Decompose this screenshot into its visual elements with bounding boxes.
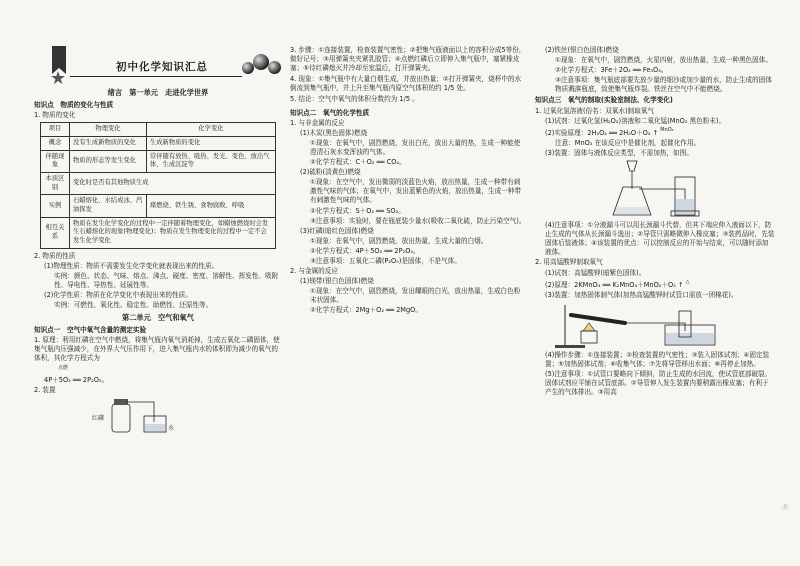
- table-cell: 概念: [41, 136, 70, 150]
- text-span: 5. 结论：空气中氧气的体积分数约为: [290, 95, 398, 104]
- equation-condition: △: [685, 278, 690, 285]
- table-row: [41, 217, 276, 248]
- table-row: [41, 150, 276, 172]
- table-cell: 常伴随有放热、吸热、发光、变色、放出气体、生成沉淀等: [146, 150, 275, 172]
- equation-condition: MnO₂: [660, 126, 674, 133]
- paragraph: (1)物理性质：物质不需要发生化学变化就表现出来的性质。: [44, 261, 219, 270]
- section-heading: 1. 过氧化氢溶液(俗名：双氧水)制取氧气: [535, 106, 655, 115]
- paragraph: 注意：MnO₂ 在该反应中是催化剂，起催化作用。: [555, 138, 701, 147]
- paragraph: 实例：可燃性、氧化性、稳定性、助燃性、还原性等。: [54, 301, 213, 310]
- equation-text: 4P＋5O₂ ══ 2P₂O₅。: [44, 375, 109, 384]
- table-cell: 实例: [41, 195, 70, 217]
- table-header-cell: 项目: [41, 123, 70, 137]
- permanganate-apparatus-diagram: [535, 301, 775, 349]
- table-cell: 物质的形态等发生变化: [70, 150, 147, 172]
- text-span: 4. 现象：①集气瓶中有大量白烟生成，并放出热量；②打开弹簧夹，烧杯中的水倒流到集气瓶中，并上升至集气瓶内原空气体积的约: [290, 75, 522, 93]
- table-cell: 相互关系: [41, 217, 70, 248]
- section-heading: 1. 物质的变化: [34, 111, 76, 120]
- equation-text: (2)实验原理：2H₂O₂ ══ 2H₂O＋O₂ ↑: [545, 128, 659, 137]
- column-3: [535, 46, 775, 558]
- table-header-cell: 化学变化: [146, 123, 275, 137]
- table-header-cell: 物理变化: [70, 123, 147, 137]
- table-cell: 煤燃烧、铁生锈、食物腐败、呼吸: [146, 195, 275, 217]
- change-comparison-table: [40, 122, 276, 249]
- table-row: [41, 136, 276, 150]
- table-cell: 本质区别: [41, 172, 70, 194]
- paragraph: ①现象：在空气中，发出微弱的淡蓝色火焰，放出热量，生成一种带有刺激性气味的气体；在氧气中，发出蓝紫色的火焰，放出热量，生成一种带有刺激性气味的气体。: [310, 178, 521, 205]
- equation: [535, 127, 775, 138]
- equation: ②化学方程式：3Fe＋2O₂ ══ Fe₃O₄。: [555, 66, 668, 75]
- scan-watermark: 杰: [781, 503, 788, 511]
- page-title: 初中化学知识汇总: [116, 61, 208, 73]
- table-cell: 伴随现象: [41, 150, 70, 172]
- unit-heading: 第二单元 空气和氧气: [122, 313, 194, 323]
- table-cell: 物质在发生化学变化的过程中一定伴随着物理变化，如蜡烛燃烧时会发生石蜡熔化的现象(物理变化)；物质在发生物理变化的过程中一定不会发生化学变化: [70, 217, 276, 248]
- paragraph: (1)镁带(银白色固体)燃烧: [300, 277, 374, 286]
- paragraph: (1)试剂：过氧化氢(H₂O₂)溶液和二氧化锰(MnO₂ 黑色粉末)。: [545, 116, 726, 125]
- paragraph: 实例：颜色、状态、气味、熔点、沸点、硬度、密度、溶解性、挥发性、吸附性、导电性、导热性、延展性等。: [54, 271, 279, 289]
- paragraph: (1)木炭(黑色固体)燃烧: [300, 128, 368, 137]
- text-span: 处。: [456, 84, 470, 93]
- paragraph: ①现象：在氧气中，剧烈燃烧，发出白光，放出大量的热，生成一种能使澄清石灰水变浑浊的气体。: [310, 138, 521, 156]
- peroxide-apparatus-diagram: [535, 159, 775, 219]
- paragraph: [290, 75, 526, 93]
- table-row: [41, 172, 276, 194]
- knowledge-point-heading: 知识点二 氧气的化学性质: [290, 108, 370, 117]
- equation: ②化学方程式：S＋O₂ ══ SO₂。: [310, 206, 405, 215]
- table-cell: 没有生成新物质的变化: [70, 136, 147, 150]
- paragraph: (2)化学性质：物质在化学变化中表现出来的性质。: [44, 291, 192, 300]
- fraction: 1/5: [443, 84, 455, 93]
- column-1: [34, 58, 282, 558]
- table-cell: 石蜡熔化、水结成冰、汽油挥发: [70, 195, 147, 217]
- equation: ②化学方程式：4P＋5O₂ ══ 2P₂O₅。: [310, 246, 420, 255]
- paragraph: (2)铁丝(银白色固体)燃烧: [545, 46, 619, 54]
- table-cell: 生成新物质的变化: [146, 136, 275, 150]
- paragraph: ①现象：在氧气中，剧烈燃烧，放出热量，生成大量的白烟。: [310, 236, 488, 245]
- table-header-row: [41, 123, 276, 137]
- fraction: 1/5: [399, 95, 411, 104]
- paragraph: ③注意事项：五氧化二磷(P₂O₅)是固体，不是气体。: [310, 256, 461, 265]
- paragraph: (2)硫粉(淡黄色)燃烧: [300, 168, 361, 177]
- paragraph: ③注意事项：集气瓶底部要先放少量的细沙或加少量的水，防止生成的固体物质溅落瓶底，致使集气瓶炸裂。铁丝在空气中不能燃烧。: [555, 76, 772, 94]
- equation-text: (2)原理：2KMnO₄ ══ K₂MnO₄＋MnO₂＋O₂ ↑: [545, 280, 684, 289]
- paragraph: ③注意事项：实验时，要在瓶底装少量水(吸收二氧化硫，防止污染空气)。: [310, 216, 526, 225]
- oxygen-measurement-apparatus-diagram: [34, 396, 184, 436]
- equation: [535, 279, 775, 290]
- equation-condition: 点燃: [58, 364, 69, 371]
- text-span: 。: [412, 95, 419, 104]
- knowledge-point-heading: 知识点一 空气中氧气含量的测定实验: [34, 326, 147, 335]
- apparatus-label: 水: [168, 424, 175, 432]
- equation: ②化学方程式：2Mg＋O₂ ══ 2MgO。: [310, 306, 422, 315]
- column-2: [290, 46, 526, 558]
- table-cell: 变化时是否有其他物质生成: [70, 172, 276, 194]
- paragraph: (4)操作步骤：①连接装置；②检查装置的气密性；③装入固体试剂；④固定装置；⑤加热固体试剂；⑥收集气体；⑦先将导管移出水面；⑧再停止加热。: [545, 350, 770, 368]
- table-row: [41, 195, 276, 217]
- section-heading: 2. 用高锰酸钾制取氧气: [535, 258, 603, 267]
- paragraph: (3)装置：固体与液体反应类型，不需加热，如图。: [545, 148, 693, 157]
- star-icon: ★: [50, 68, 67, 89]
- paragraph: (1)试剂：高锰酸钾(暗紫色固体)。: [545, 268, 646, 277]
- paragraph: 3. 步骤：①连接装置，检查装置气密性；②把集气瓶液面以上的容积分成5等份，做好记号；③用弹簧夹夹紧乳胶管；④点燃红磷后立即伸入集气瓶中，塞紧橡皮塞；⑤待红磷熄灭并冷却至室温后，打开弹簧夹。: [290, 46, 526, 73]
- section-heading: 1. 与非金属的反应: [290, 118, 345, 127]
- knowledge-point-heading: 知识点 物质的变化与性质: [34, 100, 114, 109]
- paragraph: ①现象：在氧气中，剧烈燃烧，火星四射，放出热量，生成一种黑色固体。: [555, 56, 772, 65]
- section-heading: 2. 与金属的反应: [290, 267, 338, 276]
- paragraph: (5)注意事项：①试管口要略向下倾斜，防止生成的水回流，使试管底部破裂。固体试剂应平铺在试管底部。②导管伸入发生装置内要稍露出橡皮塞；有利于产生的气体排出。③用高: [545, 369, 772, 397]
- equation: ②化学方程式：C＋O₂ ══ CO₂。: [310, 158, 406, 167]
- paragraph: (3)装置：加热固体制气体(加热高锰酸钾时试管口需放一团棉花)。: [545, 290, 738, 299]
- apparatus-label: 红磷: [92, 414, 105, 422]
- knowledge-point-heading: 知识点三 氧气的制取(实验室制法、化学变化): [535, 96, 673, 105]
- paragraph: 1. 原理：利用红磷在空气中燃烧，将集气瓶内氧气消耗掉，生成五氧化二磷固体，使集气瓶内压强减少，在外界大气压作用下，进入集气瓶内水的体积即为减少的氧气的体积，其化学方程式为: [34, 336, 280, 363]
- paragraph: ①现象：在空气中，剧烈燃烧，发出耀眼的白光，放出热量，生成白色粉末状固体。: [310, 287, 521, 305]
- equation: [34, 365, 282, 385]
- paragraph: (4)注意事项：①分液漏斗可以用长颈漏斗代替，但其下端应伸入液面以下，防止生成的气体从长颈漏斗逸出；②导管只需略微伸入橡皮塞；③装药品时，先装固体后装液体；④该装置的优点：可以控制反应的开始与结束，可以随时添加液体。: [545, 221, 775, 257]
- paragraph: (3)红磷(暗红色固体)燃烧: [300, 226, 374, 235]
- unit-heading: 绪言 第一单元 走进化学世界: [107, 88, 209, 97]
- paragraph: [290, 95, 526, 104]
- section-heading: 2. 装置: [34, 385, 56, 394]
- section-heading: 2. 物质的性质: [34, 251, 76, 260]
